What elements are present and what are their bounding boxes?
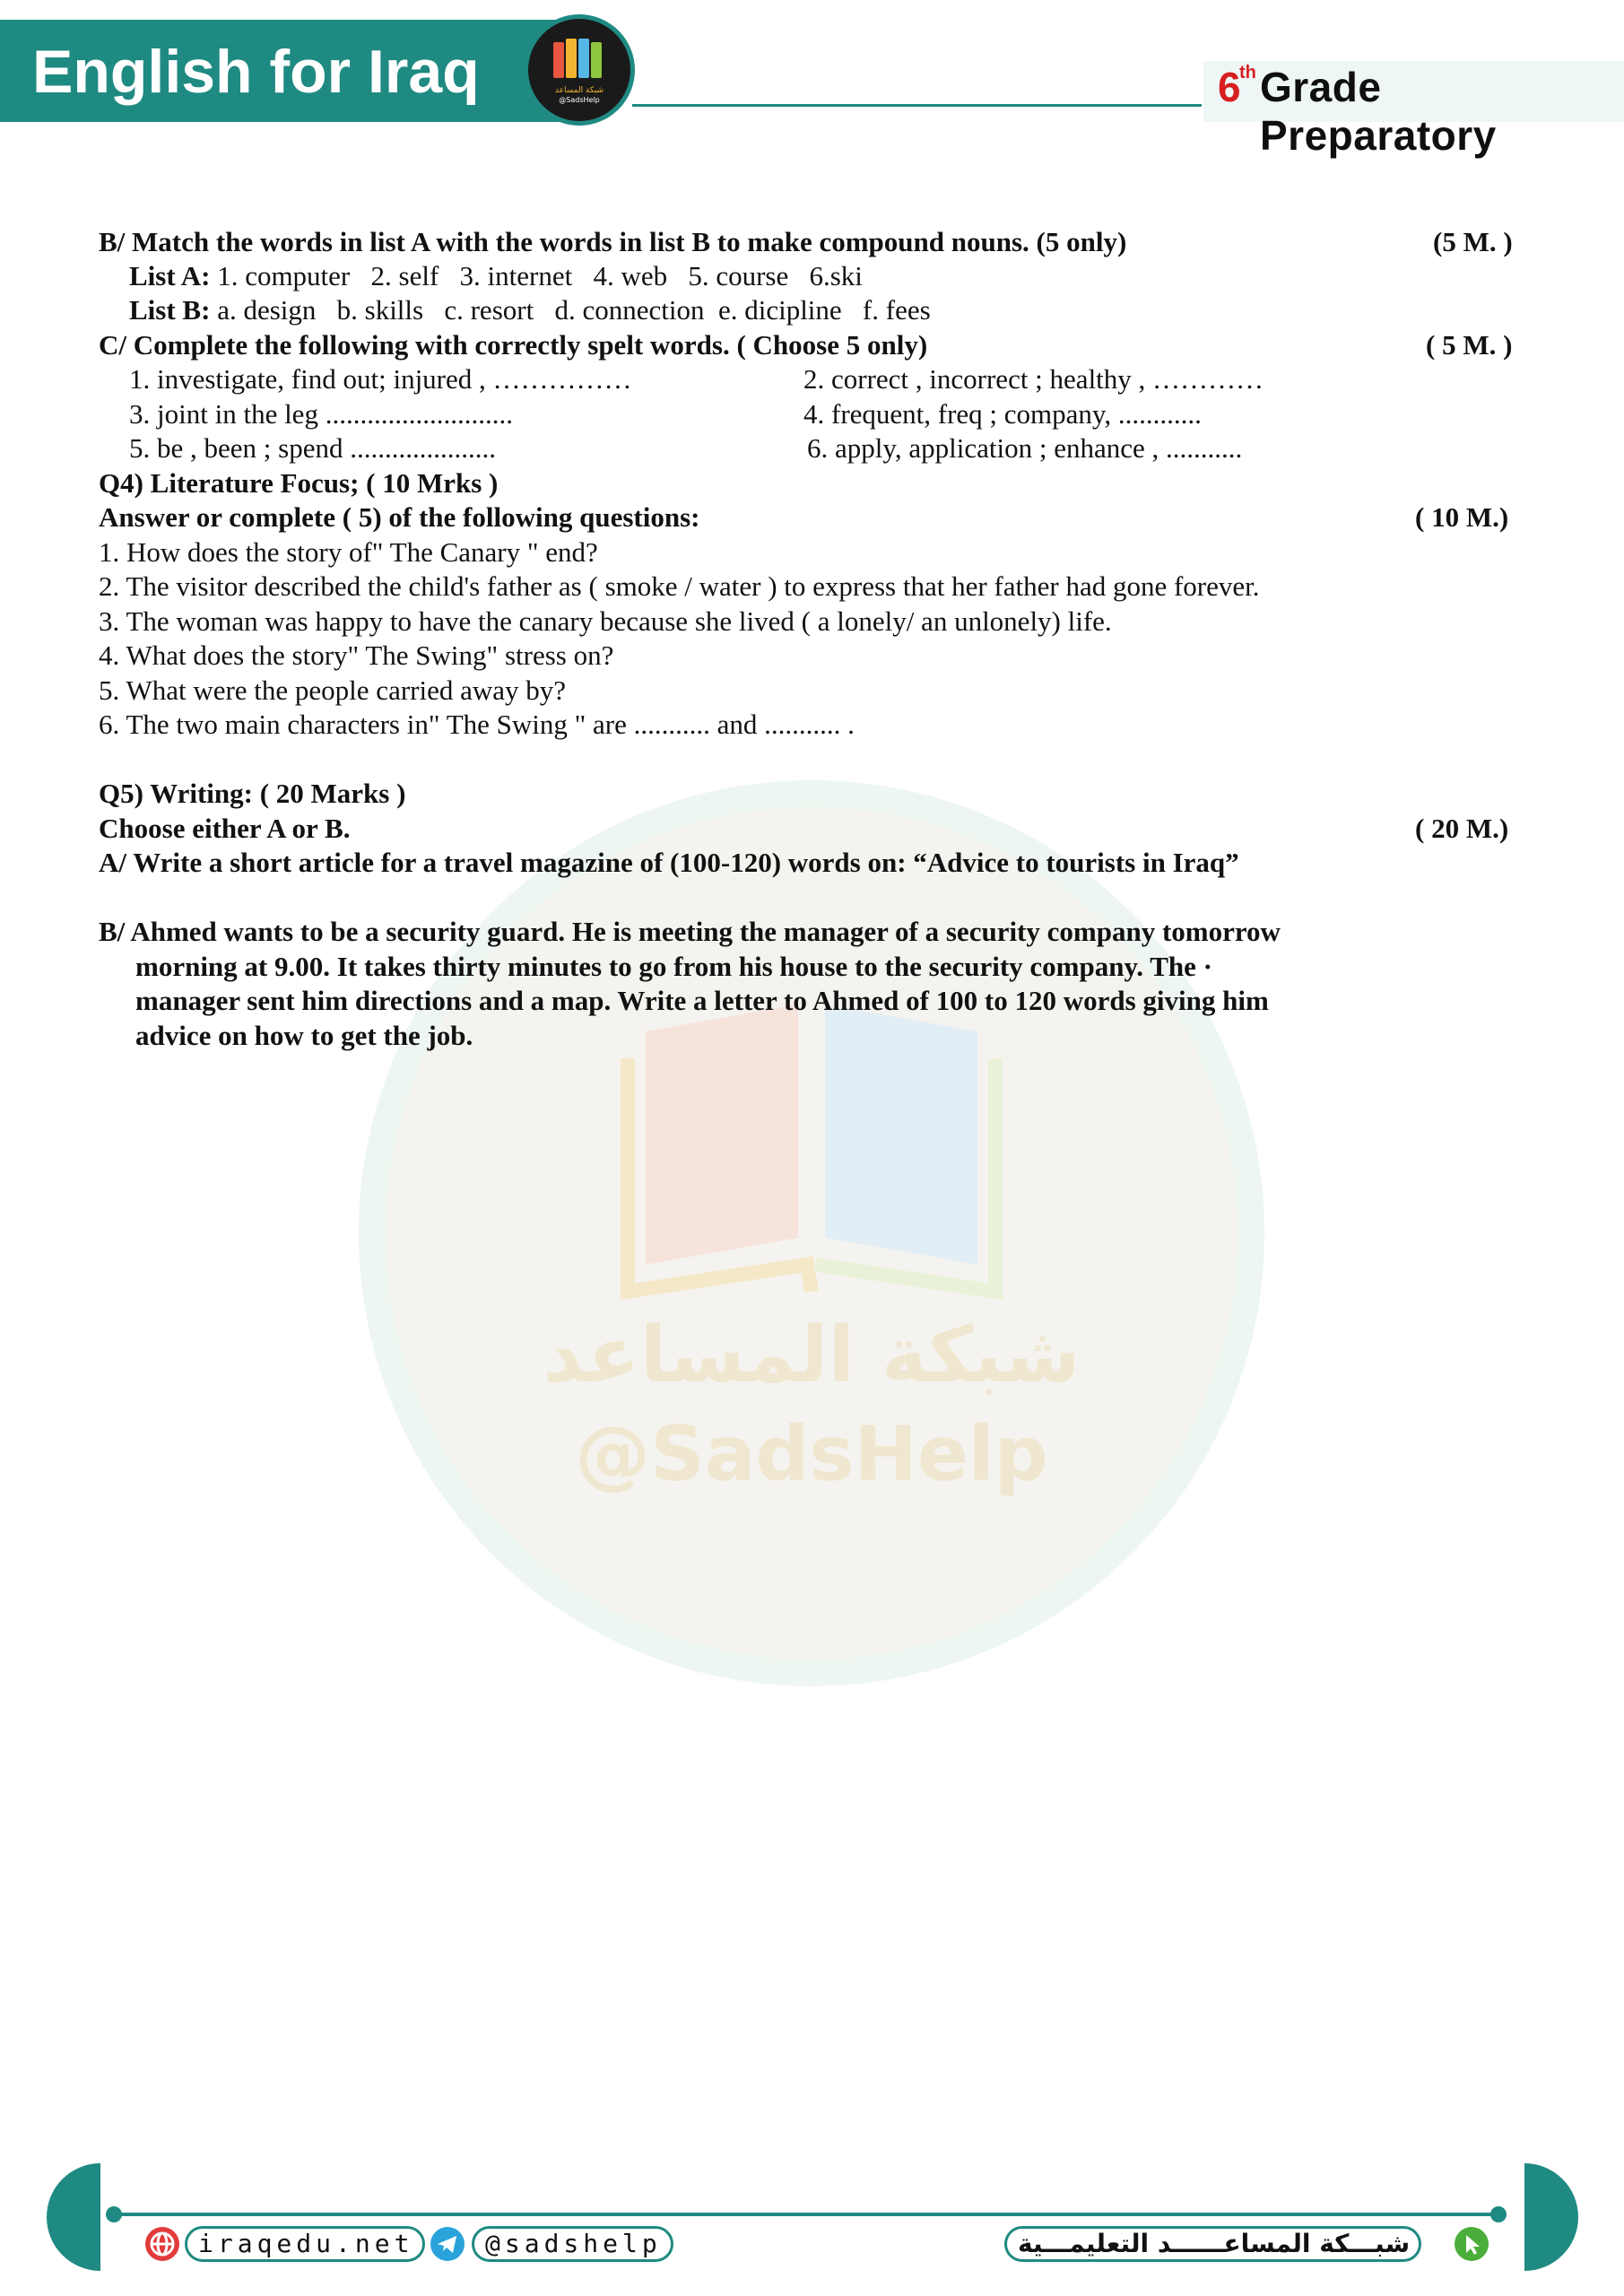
footer-left-cap (47, 2163, 100, 2271)
section-c-item: 4. frequent, freq ; company, ............ (803, 398, 1202, 430)
footer-telegram-link[interactable]: @sadshelp (472, 2226, 673, 2262)
logo-arabic-text: شبكة المساعد (554, 86, 604, 95)
q4-question: 2. The visitor described the child's father as ( smoke / water ) to express that her father had gone forever. (99, 570, 1260, 602)
q4-instruction: Answer or complete ( 5) of the following questions: (99, 501, 700, 533)
footer-network-name[interactable]: شبـــكة المساعــــــد التعليمـــية (1004, 2226, 1421, 2262)
section-b-marks: (5 M. ) (1433, 226, 1513, 257)
list-b-row (129, 293, 931, 327)
q5-option-b-line: morning at 9.00. It takes thirty minutes to go from his house to the security company. The · (135, 951, 1212, 982)
logo-handle-text: @SadsHelp (559, 96, 600, 104)
q5-heading: Q5) Writing: ( 20 Marks ) (99, 778, 406, 809)
list-a-label: List A: (129, 260, 211, 291)
q5-option-b-line: B/ Ahmed wants to be a security guard. He is meeting the manager of a security company tomorrow (99, 916, 1281, 947)
q4-heading: Q4) Literature Focus; ( 10 Mrks ) (99, 467, 499, 499)
q5-instruction: Choose either A or B. (99, 813, 351, 844)
header-rule (632, 104, 1202, 107)
footer-rule (111, 2213, 1501, 2216)
footer-rule-dot (1490, 2206, 1507, 2222)
q4-marks: ( 10 M.) (1415, 501, 1509, 533)
list-a-row (129, 259, 863, 293)
section-c-heading: C/ Complete the following with correctly spelt words. ( Choose 5 only) (99, 329, 928, 361)
section-c-item: 2. correct , incorrect ; healthy , ………… (803, 363, 1264, 395)
q5-marks: ( 20 M.) (1415, 813, 1509, 844)
grade-superscript: th (1239, 63, 1256, 83)
section-c-item: 6. apply, application ; enhance , ........... (807, 432, 1243, 464)
header-title: English for Iraq (32, 38, 480, 106)
grade-number: 6 (1218, 64, 1241, 110)
q5-option-b-line: manager sent him directions and a map. Write a letter to Ahmed of 100 to 120 words giving him (135, 985, 1269, 1016)
q4-question: 6. The two main characters in" The Swing " are ........... and ........... . (99, 709, 855, 740)
section-c-item: 3. joint in the leg ........................... (129, 398, 513, 430)
section-c-item: 5. be , been ; spend ..................... (129, 432, 496, 464)
list-b-label: List B: (129, 294, 211, 326)
globe-icon (143, 2225, 181, 2263)
section-c-item: 1. investigate, find out; injured , …………… (129, 363, 632, 395)
q5-option-b-line: advice on how to get the job. (135, 1020, 473, 1051)
footer-right-cap (1524, 2163, 1578, 2271)
telegram-icon (429, 2225, 466, 2263)
section-c-marks: ( 5 M. ) (1426, 329, 1513, 361)
list-b-items: a. design b. skills c. resort d. connection e. dicipline f. fees (217, 294, 931, 326)
list-a-items: 1. computer 2. self 3. internet 4. web 5. course 6.ski (217, 260, 863, 291)
q4-question: 3. The woman was happy to have the canary because she lived ( a lonely/ an unlonely) life. (99, 605, 1112, 637)
site-logo (524, 14, 635, 126)
watermark-arabic: شبكة المساعد (543, 1310, 1081, 1400)
q4-question: 1. How does the story of" The Canary " end? (99, 536, 598, 568)
q4-question: 4. What does the story" The Swing" stress on? (99, 639, 614, 671)
watermark-handle: @SadsHelp (575, 1410, 1048, 1498)
grade-label: Grade Preparatory (1260, 64, 1497, 159)
footer-website-link[interactable]: iraqedu.net (185, 2226, 425, 2262)
footer-rule-dot (106, 2206, 122, 2222)
q4-question: 5. What were the people carried away by? (99, 674, 567, 706)
book-logo-icon (528, 19, 630, 121)
cursor-icon (1453, 2225, 1490, 2263)
q5-option-a: A/ Write a short article for a travel magazine of (100-120) words on: “Advice to tourists in Iraq” (99, 847, 1239, 878)
section-b-heading: B/ Match the words in list A with the words in list B to make compound nouns. (5 only) (99, 226, 1127, 257)
